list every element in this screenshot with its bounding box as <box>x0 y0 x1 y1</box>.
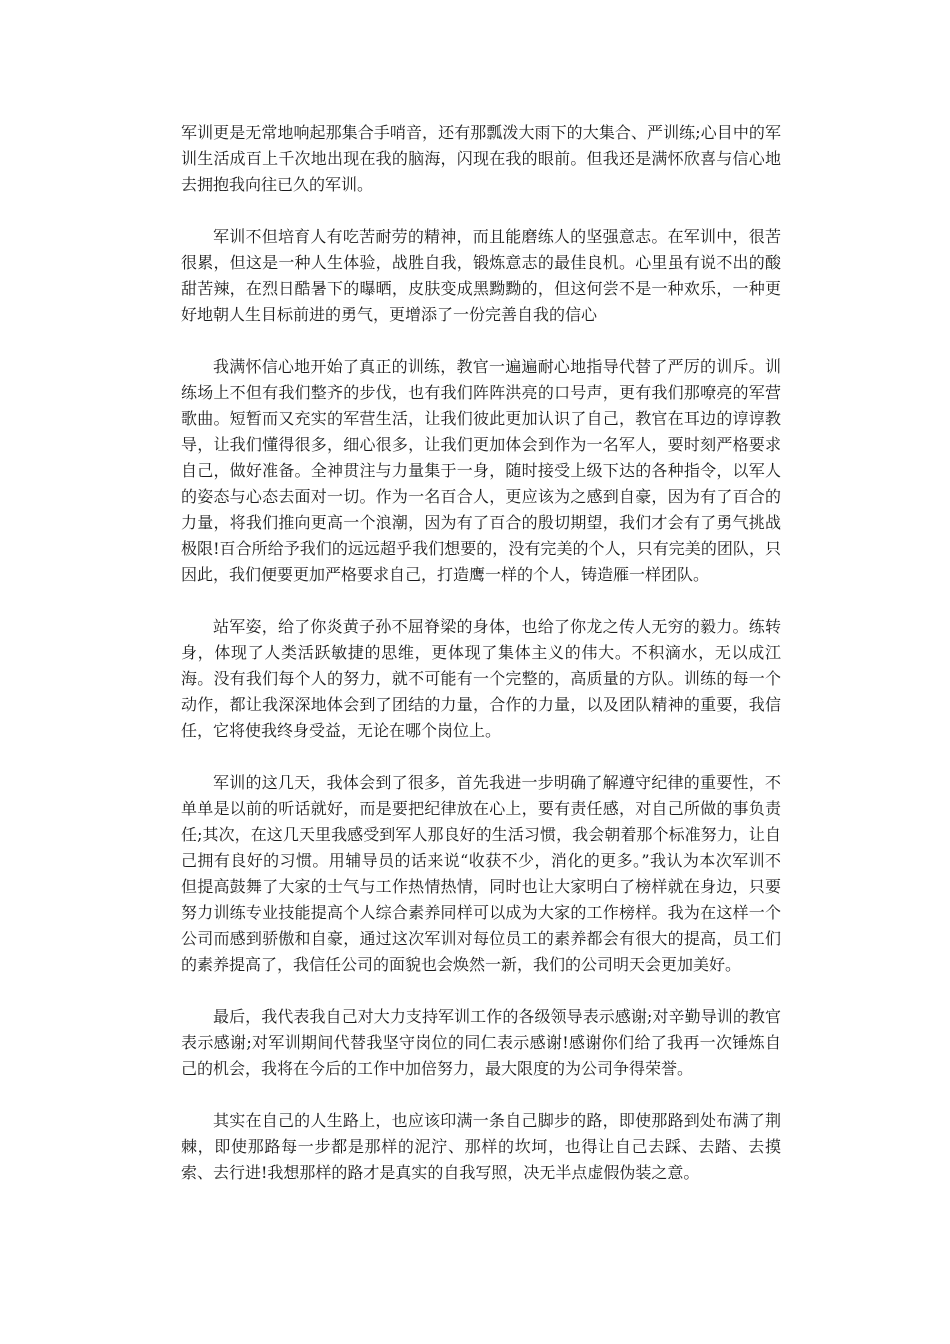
paragraph-3: 我满怀信心地开始了真正的训练，教官一遍遍耐心地指导代替了严厉的训斥。训练场上不但有我们整齐的步伐，也有我们阵阵洪亮的口号声，更有我们那嘹亮的军营歌曲。短暂而又充实的军营生活，让我们彼此更加认识了自己，教官在耳边的谆谆教导，让我们懂得很多，细心很多，让我们更加体会到作为一名军人，要时刻严格要求自己，做好准备。全神贯注与力量集于一身，随时接受上级下达的各种指令，以军人的姿态与心态去面对一切。作为一名百合人，更应该为之感到自豪，因为有了百合的力量，将我们推向更高一个浪潮，因为有了百合的殷切期望，我们才会有了勇气挑战极限!百合所给予我们的远远超乎我们想要的，没有完美的个人，只有完美的团队，只因此，我们便要更加严格要求自己，打造鹰一样的个人，铸造雁一样团队。 <box>181 357 781 584</box>
paragraph-6: 最后，我代表我自己对大力支持军训工作的各级领导表示感谢;对辛勤导训的教官表示感谢;对军训期间代替我坚守岗位的同仁表示感谢!感谢你们给了我再一次锤炼自己的机会，我将在今后的工作中加倍努力，最大限度的为公司争得荣誉。 <box>181 1007 781 1078</box>
paragraph-2: 军训不但培育人有吃苦耐劳的精神，而且能磨练人的坚强意志。在军训中，很苦很累，但这是一种人生体验，战胜自我，锻炼意志的最佳良机。心里虽有说不出的酸甜苦辣，在烈日酷暑下的曝晒，皮肤变成黑黝黝的，但这何尝不是一种欢乐，一种更好地朝人生目标前进的勇气，更增添了一份完善自我的信心 <box>181 227 781 324</box>
document-body <box>181 120 781 1212</box>
paragraph-5: 军训的这几天，我体会到了很多，首先我进一步明确了解遵守纪律的重要性，不单单是以前的听话就好，而是要把纪律放在心上，要有责任感，对自己所做的事负责任;其次，在这几天里我感受到军人那良好的生活习惯，我会朝着那个标准努力，让自己拥有良好的习惯。用辅导员的话来说“收获不少，消化的更多。”我认为本次军训不但提高鼓舞了大家的士气与工作热情热情，同时也让大家明白了榜样就在身边，只要努力训练专业技能提高个人综合素养同样可以成为大家的工作榜样。我为在这样一个公司而感到骄傲和自豪，通过这次军训对每位员工的素养都会有很大的提高，员工们的素养提高了，我信任公司的面貌也会焕然一新，我们的公司明天会更加美好。 <box>181 773 781 974</box>
paragraph-4: 站军姿，给了你炎黄子孙不屈脊梁的身体，也给了你龙之传人无穷的毅力。练转身，体现了人类活跃敏捷的思维，更体现了集体主义的伟大。不积滴水，无以成江海。没有我们每个人的努力，就不可能有一个完整的，高质量的方队。训练的每一个动作，都让我深深地体会到了团结的力量，合作的力量，以及团队精神的重要，我信任，它将使我终身受益，无论在哪个岗位上。 <box>181 617 781 740</box>
paragraph-1: 军训更是无常地响起那集合手哨音，还有那瓢泼大雨下的大集合、严训练;心目中的军训生活成百上千次地出现在我的脑海，闪现在我的眼前。但我还是满怀欣喜与信心地去拥抱我向往已久的军训。 <box>181 123 781 194</box>
paragraph-7: 其实在自己的人生路上，也应该印满一条自己脚步的路，即使那路到处布满了荆棘，即使那路每一步都是那样的泥泞、那样的坎坷，也得让自己去踩、去踏、去摸索、去行进!我想那样的路才是真实的自我写照，决无半点虚假伪装之意。 <box>181 1111 781 1182</box>
